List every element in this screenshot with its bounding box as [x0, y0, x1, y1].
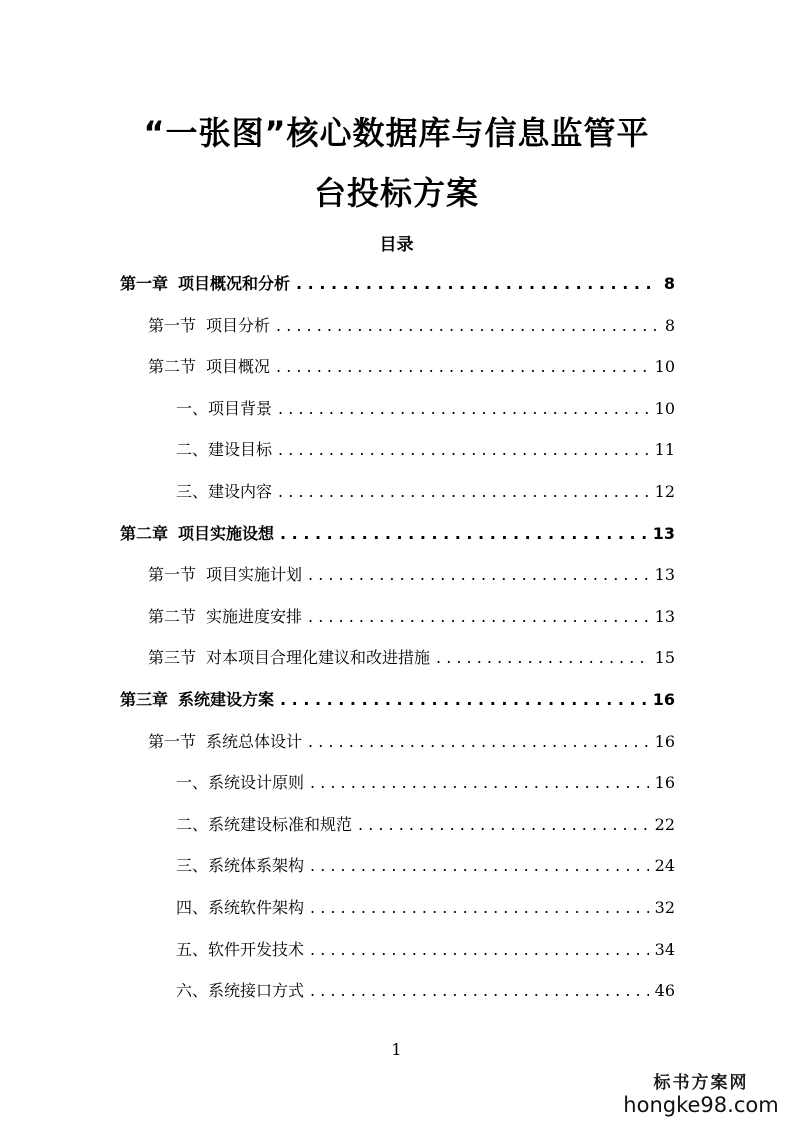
toc-leader-dots: [276, 349, 649, 385]
toc-entry-title: 三、系统体系架构: [176, 856, 305, 876]
toc-entry-page: 24: [654, 856, 675, 876]
toc-entry-title: 对本项目合理化建议和改进措施: [206, 648, 431, 668]
toc-entry[interactable]: [176, 432, 675, 468]
document-title-line2: 台投标方案: [313, 174, 479, 212]
toc-entry-title: 一、项目背景: [176, 398, 273, 418]
toc-entry-page: 10: [654, 398, 675, 418]
toc-entry-page: 13: [654, 606, 675, 626]
toc-entry[interactable]: [176, 848, 675, 884]
toc-entry-title: 六、系统接口方式: [176, 981, 305, 1001]
toc-entry[interactable]: [148, 724, 675, 760]
toc-entry[interactable]: [176, 474, 675, 510]
toc-entry-page: 16: [652, 690, 675, 709]
toc-leader-dots: [278, 474, 649, 510]
toc-leader-dots: [310, 890, 649, 926]
toc-entry[interactable]: [148, 599, 675, 635]
toc-entry[interactable]: [120, 516, 675, 552]
toc-leader-dots: [276, 308, 659, 344]
watermark-logo: [621, 1068, 781, 1117]
toc-entry[interactable]: [148, 557, 675, 593]
toc-entry-page: 12: [654, 482, 675, 501]
toc-entry[interactable]: [120, 682, 675, 718]
toc-leader-dots: [280, 682, 647, 718]
toc-entry[interactable]: [176, 391, 675, 427]
toc-entry[interactable]: [148, 349, 675, 385]
toc-entry-title: 项目实施设想: [178, 523, 275, 543]
toc-entry-page: 34: [654, 939, 675, 959]
toc-leader-dots: [358, 807, 649, 843]
toc-entry[interactable]: [176, 973, 675, 1009]
watermark-url: hongke98.com: [623, 1093, 779, 1117]
toc-entry-page: 22: [654, 814, 675, 834]
toc-entry-title: 五、软件开发技术: [176, 939, 305, 959]
toc-entry-number: 第一节: [148, 731, 197, 751]
toc-leader-dots: [280, 516, 647, 552]
toc-leader-dots: [296, 266, 658, 302]
toc-leader-dots: [310, 848, 649, 884]
toc-leader-dots: [308, 724, 649, 760]
toc-leader-dots: [310, 765, 649, 801]
toc-leader-dots: [310, 932, 649, 968]
page-number: 1: [391, 1040, 402, 1059]
toc-leader-dots: [310, 973, 649, 1009]
toc-entry-page: 32: [654, 898, 675, 917]
toc-entry[interactable]: [148, 308, 675, 344]
document-title-line1: “一张图”核心数据库与信息监管平: [143, 114, 650, 152]
toc-entry-page: 13: [654, 565, 675, 585]
toc-entry[interactable]: [148, 640, 675, 676]
toc-entry-page: 8: [664, 315, 675, 335]
toc-leader-dots: [308, 557, 649, 593]
toc-entry-number: 第三章: [120, 690, 169, 709]
toc-entry-title: 实施进度安排: [206, 606, 303, 626]
toc-entry-page: 16: [654, 731, 675, 751]
toc-entry[interactable]: [120, 266, 675, 302]
toc-leader-dots: [278, 391, 649, 427]
toc-leader-dots: [308, 599, 649, 635]
toc-entry-title: 一、系统设计原则: [176, 773, 305, 793]
toc-entry-title: 系统总体设计: [206, 731, 303, 751]
toc-entry[interactable]: [176, 765, 675, 801]
toc-entry-page: 46: [654, 981, 675, 1001]
toc-entry-number: 第二节: [148, 357, 197, 377]
toc-entry-title: 项目实施计划: [206, 565, 303, 585]
toc-entry-title: 项目概况和分析: [178, 274, 291, 293]
toc-entry-number: 第一节: [148, 565, 197, 585]
toc-entry-title: 项目分析: [206, 315, 271, 335]
toc-entry-page: 8: [663, 274, 675, 293]
toc-entry-title: 项目概况: [206, 357, 271, 377]
watermark-cn: 标书方案网: [653, 1073, 749, 1093]
toc-leader-dots: [436, 640, 649, 676]
toc-entry-title: 四、系统软件架构: [176, 898, 305, 917]
toc-entry-number: 第一节: [148, 315, 197, 335]
toc-entry-page: 13: [652, 523, 675, 543]
toc-entry[interactable]: [176, 890, 675, 926]
toc-leader-dots: [278, 432, 649, 468]
toc-entry[interactable]: [176, 807, 675, 843]
toc-entry-number: 第三节: [148, 648, 197, 668]
toc-entry[interactable]: [176, 932, 675, 968]
toc-entry-page: 11: [654, 440, 675, 460]
toc-entry-title: 二、建设目标: [176, 440, 273, 460]
toc-entry-page: 16: [654, 773, 675, 793]
toc-entry-title: 系统建设方案: [178, 690, 275, 709]
toc-entry-number: 第一章: [120, 274, 169, 293]
toc-entry-number: 第二节: [148, 606, 197, 626]
toc-heading: 目录: [379, 235, 414, 255]
toc-entry-page: 10: [654, 357, 675, 377]
toc-entry-number: 第二章: [120, 523, 169, 543]
toc-entry-title: 三、建设内容: [176, 482, 273, 501]
toc-entry-title: 二、系统建设标准和规范: [176, 814, 353, 834]
toc-entry-page: 15: [654, 648, 675, 668]
